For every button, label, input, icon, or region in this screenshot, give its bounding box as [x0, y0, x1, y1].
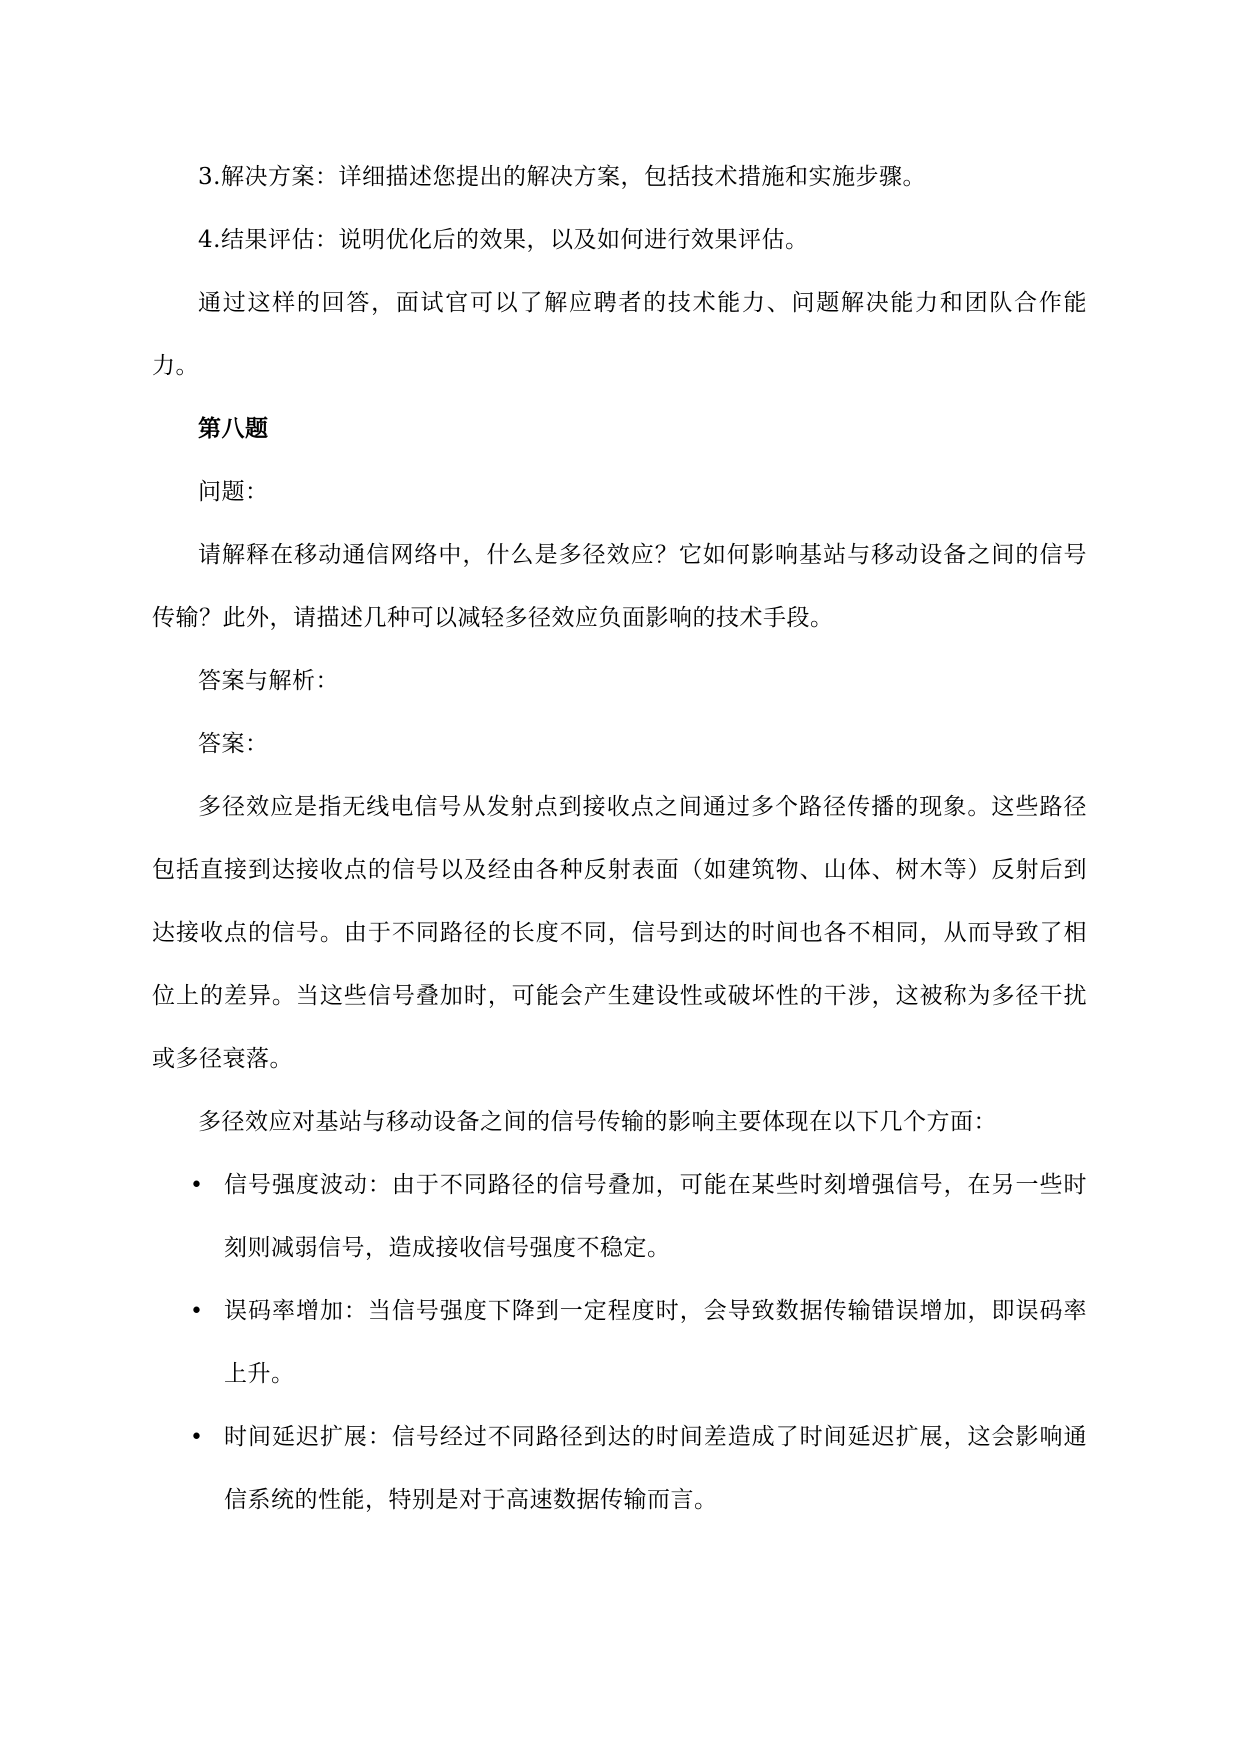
section-heading: 第八题: [198, 416, 269, 442]
list-item: [152, 1154, 1087, 1280]
paragraph-result-evaluation: 4.结果评估：说明优化后的效果，以及如何进行效果评估。: [198, 227, 809, 253]
answer-label: 答案：: [198, 731, 269, 757]
effects-list: [152, 1154, 1087, 1532]
answer-analysis-label: 答案与解析：: [198, 668, 339, 694]
question-label: 问题：: [198, 479, 269, 505]
list-item-text: 时间延迟扩展：信号经过不同路径到达的时间差造成了时间延迟扩展，这会影响通信系统的性能，特别是对于高速数据传输而言。: [224, 1424, 1087, 1513]
bullet-icon: •: [190, 1425, 204, 1450]
list-item: [152, 1406, 1087, 1532]
document-body: [152, 146, 1087, 1532]
effects-intro-paragraph: 多径效应对基站与移动设备之间的信号传输的影响主要体现在以下几个方面：: [198, 1109, 997, 1135]
paragraph-summary: 通过这样的回答，面试官可以了解应聘者的技术能力、问题解决能力和团队合作能力。: [152, 290, 1087, 379]
paragraph-solution: 3.解决方案：详细描述您提出的解决方案，包括技术措施和实施步骤。: [198, 164, 926, 190]
answer-definition-paragraph: 多径效应是指无线电信号从发射点到接收点之间通过多个路径传播的现象。这些路径包括直接到达接收点的信号以及经由各种反射表面（如建筑物、山体、树木等）反射后到达接收点的信号。由于不同路径的长度不同，信号到达的时间也各不相同，从而导致了相位上的差异。当这些信号叠加时，可能会产生建设性或破坏性的干涉，这被称为多径干扰或多径衰落。: [152, 794, 1087, 1072]
list-item-text: 信号强度波动：由于不同路径的信号叠加，可能在某些时刻增强信号，在另一些时刻则减弱信号，造成接收信号强度不稳定。: [224, 1172, 1087, 1261]
question-text: 请解释在移动通信网络中，什么是多径效应？它如何影响基站与移动设备之间的信号传输？此外，请描述几种可以减轻多径效应负面影响的技术手段。: [152, 542, 1087, 631]
list-item-text: 误码率增加：当信号强度下降到一定程度时，会导致数据传输错误增加，即误码率上升。: [224, 1298, 1087, 1387]
bullet-icon: •: [190, 1173, 204, 1198]
list-item: [152, 1280, 1087, 1406]
bullet-icon: •: [190, 1299, 204, 1324]
